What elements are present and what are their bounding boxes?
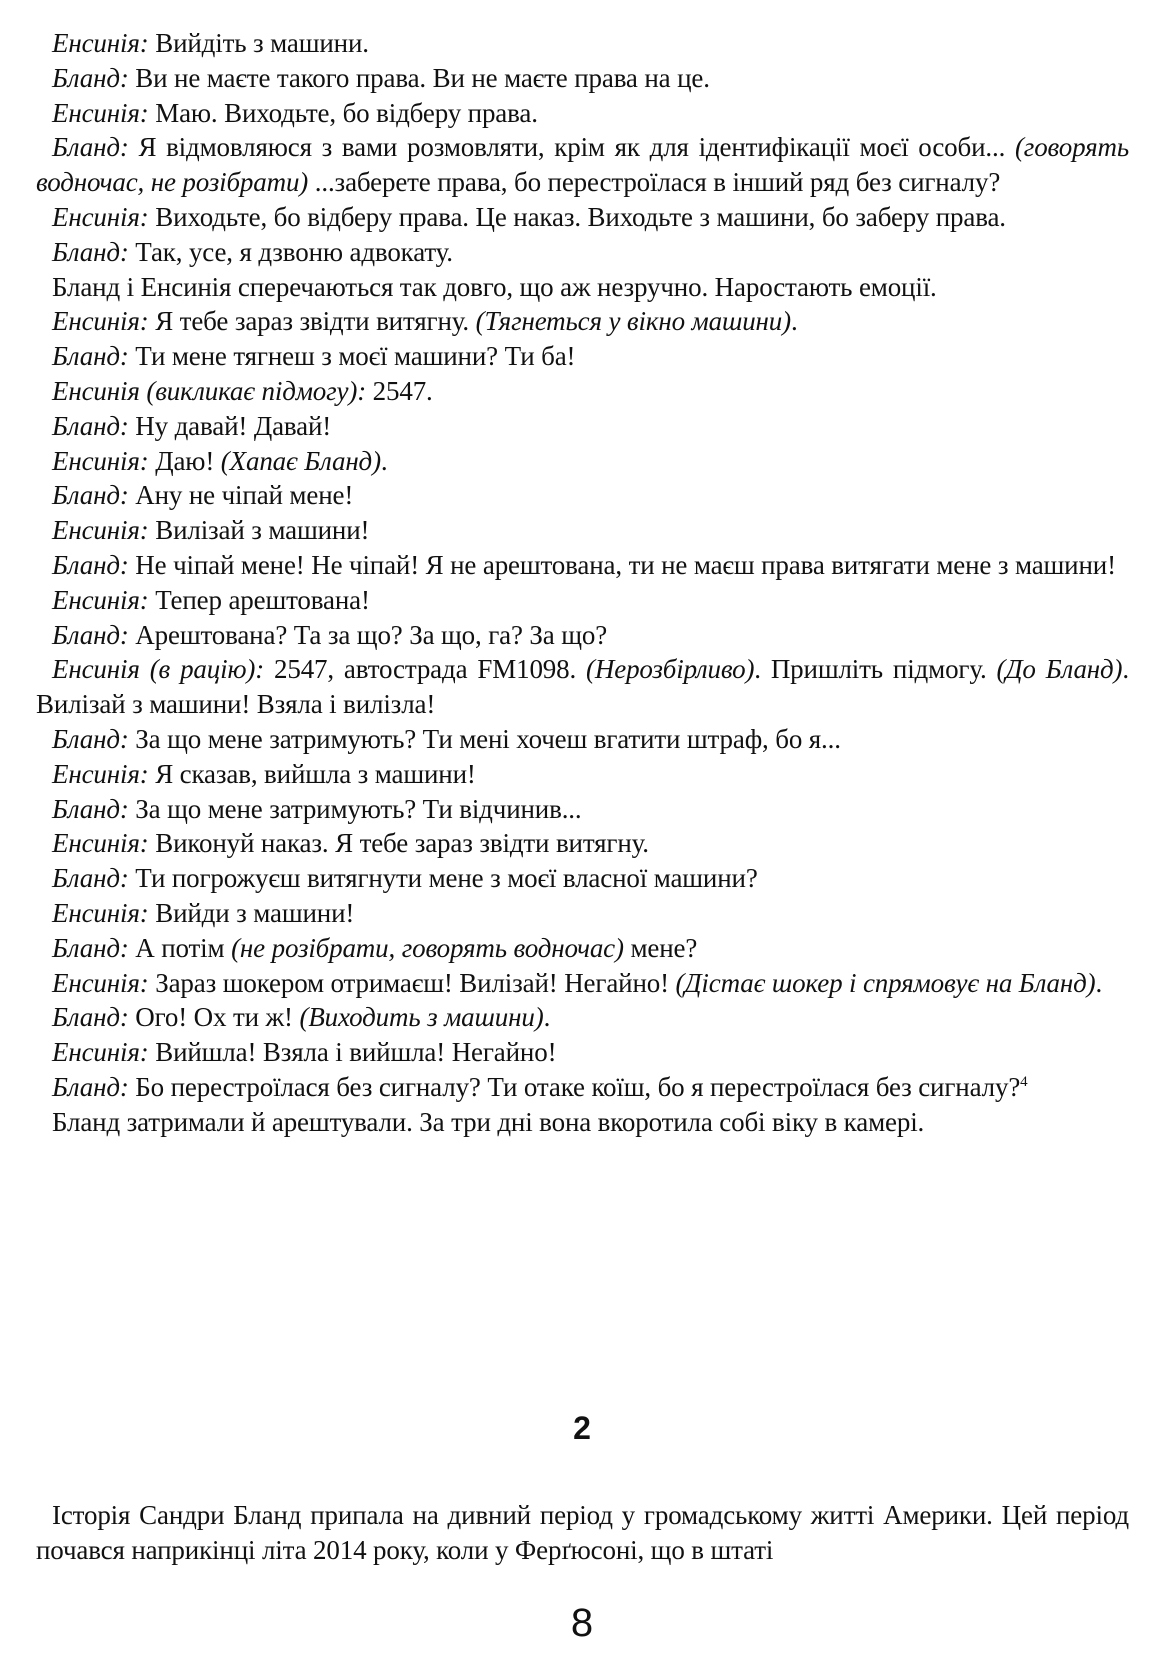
speaker: Бланд: — [52, 410, 129, 441]
line-text: . Пришліть підмогу. — [754, 654, 997, 685]
dialogue-line — [36, 618, 1129, 653]
dialogue-line — [36, 444, 1129, 479]
dialogue-line — [36, 722, 1129, 757]
dialogue-line — [36, 931, 1129, 966]
line-text: ...заберете права, бо перестроїлася в інший ряд без сигналу? — [308, 167, 1001, 198]
line-text: Зараз шокером отримаєш! Вилізай! Негайно! — [148, 967, 676, 998]
dialogue-line — [36, 1000, 1129, 1035]
line-text: Ого! Ох ти ж! — [128, 1002, 300, 1033]
footnote-marker[interactable]: 4 — [1020, 1073, 1028, 1090]
stage-direction: (Виходить з машини) — [299, 1002, 544, 1033]
stage-direction: (Дістає шокер і спрямовує на Бланд) — [675, 967, 1096, 998]
dialogue-line — [36, 478, 1129, 513]
dialogue-line — [36, 26, 1129, 61]
line-text: Ану не чіпай мене! — [128, 480, 354, 511]
stage-direction: (Тягнеться у вікно машини) — [475, 306, 791, 337]
speaker: Бланд: — [52, 1002, 129, 1033]
dialogue-line — [36, 130, 1129, 200]
line-text: Я відмовляюся з вами розмовляти, крім як для ідентифікації моєї особи... — [128, 132, 1015, 163]
speaker: Бланд: — [52, 863, 129, 894]
dialogue-line — [36, 1035, 1129, 1070]
dialogue-line — [36, 896, 1129, 931]
speaker: Енсинія: — [52, 28, 149, 58]
dialogue-line — [36, 304, 1129, 339]
dialogue-line — [36, 235, 1129, 270]
dialogue-line — [36, 409, 1129, 444]
line-text: Ти мене тягнеш з моєї машини? Ти ба! — [128, 341, 576, 372]
line-text: Даю! — [148, 445, 221, 476]
dialogue-line — [36, 513, 1129, 548]
speaker: Бланд: — [52, 932, 129, 963]
line-text: 2547. — [366, 375, 433, 406]
dialogue-line — [36, 96, 1129, 131]
stage-direction: (Хапає Бланд) — [220, 445, 381, 476]
speaker: Бланд: — [52, 723, 129, 754]
speaker: Бланд: — [52, 793, 129, 824]
speaker: Енсинія: — [52, 201, 149, 232]
line-text: Маю. Виходьте, бо відберу права. — [148, 97, 538, 128]
body-paragraph: Історія Сандри Бланд припала на дивний період у громадському житті Америки. Цей період почався наприкінці літа 2014 року, коли у Ферґюсоні, що в штаті — [36, 1500, 1129, 1565]
speaker: Енсинія: — [52, 584, 149, 615]
line-text: . — [790, 306, 798, 337]
line-text: Не чіпай мене! Не чіпай! Я не арештована, ти не маєш права витягати мене з машини! — [128, 549, 1116, 580]
dialogue-line — [36, 757, 1129, 792]
speaker: Енсинія: — [52, 828, 149, 859]
speaker: Енсинія (в рацію): — [52, 654, 265, 685]
stage-direction: (говорять водночас, не розібрати) — [36, 132, 1129, 198]
line-text: . — [543, 1002, 551, 1033]
dialogue-line — [36, 861, 1129, 896]
line-text: Ви не маєте такого права. Ви не маєте права на це. — [128, 62, 710, 93]
speaker: Бланд: — [52, 1071, 129, 1102]
line-text: Я тебе зараз звідти витягну. — [148, 306, 476, 337]
page-number: 8 — [570, 1601, 594, 1645]
line-text: мене? — [623, 932, 698, 963]
narration-line — [36, 270, 1129, 305]
line-text: Так, усе, я дзвоню адвокату. — [128, 236, 453, 267]
speaker: Бланд: — [52, 132, 129, 163]
line-text: А потім — [128, 932, 232, 963]
dialogue-line — [36, 548, 1129, 583]
line-text: Бо перестроїлася без сигналу? Ти отаке коїш, бо я перестроїлася без сигналу? — [128, 1071, 1021, 1102]
line-text: Вилізай з машини! — [148, 515, 370, 546]
speaker: Енсинія: — [52, 97, 149, 128]
line-text: Виконуй наказ. Я тебе зараз звідти витягну. — [148, 828, 649, 859]
stage-direction: (До Бланд) — [996, 654, 1123, 685]
dialogue-line — [36, 826, 1129, 861]
line-text: Вийдіть з машини. — [148, 28, 369, 58]
line-text: Вийшла! Взяла і вийшла! Негайно! — [148, 1037, 557, 1068]
section-heading: 2 — [573, 1410, 591, 1446]
speaker: Енсинія: — [52, 445, 149, 476]
speaker: Енсинія: — [52, 306, 149, 337]
line-text: Бланд затримали й арештували. За три дні вона вкоротила собі віку в камері. — [52, 1106, 925, 1137]
dialogue-line — [36, 200, 1129, 235]
dialogue-line — [36, 792, 1129, 827]
speaker: Бланд: — [52, 341, 129, 372]
line-text: Вийди з машини! — [148, 897, 355, 928]
dialogue-line — [36, 583, 1129, 618]
stage-direction: (не розібрати, говорять водночас) — [231, 932, 624, 963]
speaker: Бланд: — [52, 619, 129, 650]
speaker: Енсинія: — [52, 967, 149, 998]
dialogue-line — [36, 652, 1129, 722]
line-text: За що мене затримують? Ти відчинив... — [128, 793, 582, 824]
stage-direction: (Нерозбірливо) — [586, 654, 755, 685]
dialogue-line — [36, 966, 1129, 1001]
speaker: Енсинія: — [52, 758, 149, 789]
line-text: Виходьте, бо відберу права. Це наказ. Виходьте з машини, бо заберу права. — [148, 201, 1006, 232]
dialogue-block — [36, 26, 1129, 1140]
narration-line — [36, 1105, 1129, 1140]
dialogue-line — [36, 339, 1129, 374]
line-text: Я сказав, вийшла з машини! — [148, 758, 476, 789]
line-text: Ти погрожуєш витягнути мене з моєї власної машини? — [128, 863, 758, 894]
dialogue-line — [36, 61, 1129, 96]
dialogue-line — [36, 1070, 1129, 1105]
line-text: . — [1095, 967, 1103, 998]
speaker: Енсинія: — [52, 515, 149, 546]
speaker: Бланд: — [52, 62, 129, 93]
dialogue-line — [36, 374, 1129, 409]
line-text: Арештована? Та за що? За що, га? За що? — [128, 619, 608, 650]
line-text: Бланд і Енсинія сперечаються так довго, що аж незручно. Наростають емоції. — [52, 271, 937, 302]
speaker: Бланд: — [52, 480, 129, 511]
speaker: Бланд: — [52, 236, 129, 267]
speaker: Енсинія: — [52, 897, 149, 928]
speaker: Енсинія: — [52, 1037, 149, 1068]
line-text: . — [380, 445, 388, 476]
line-text: За що мене затримують? Ти мені хочеш вгатити штраф, бо я... — [128, 723, 841, 754]
line-text: Тепер арештована! — [148, 584, 370, 615]
speaker: Енсинія (викликає підмогу): — [52, 375, 367, 406]
line-text: Ну давай! Давай! — [128, 410, 332, 441]
speaker: Бланд: — [52, 549, 129, 580]
line-text: . Вилізай з машини! Взяла і вилізла! — [36, 654, 1129, 720]
line-text: 2547, автострада FM1098. — [264, 654, 587, 685]
